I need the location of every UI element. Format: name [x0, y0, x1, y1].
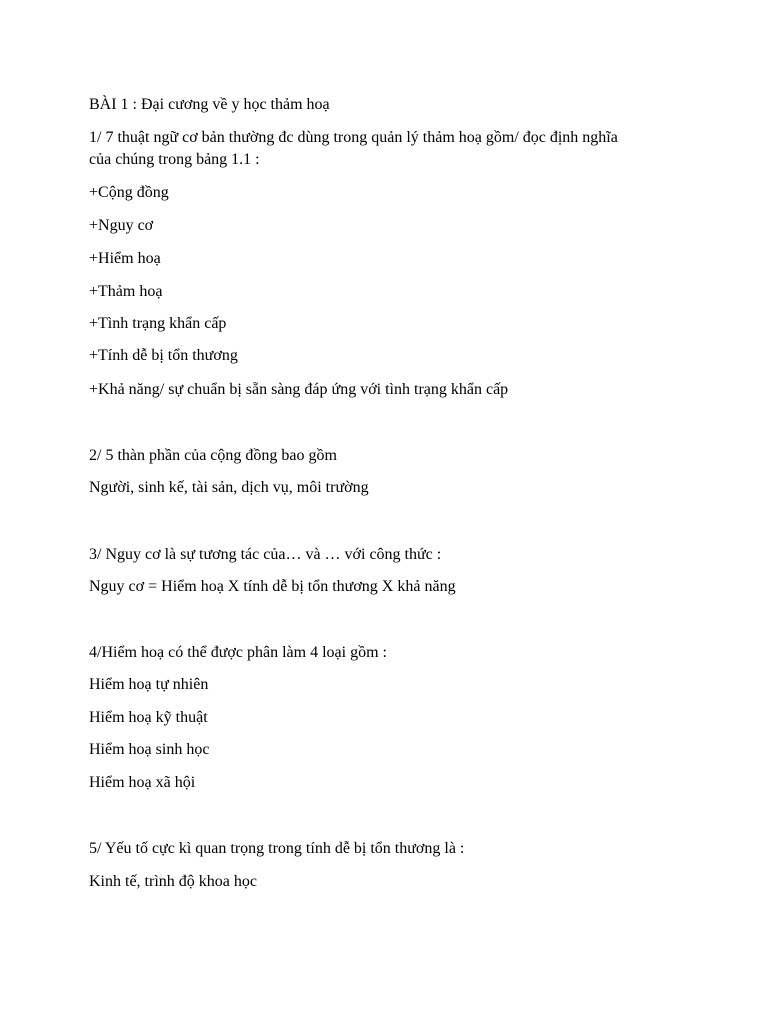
q1-heading-line2: của chúng trong bảng 1.1 : [89, 151, 260, 168]
q4-item: Hiểm hoạ kỹ thuật [89, 709, 208, 726]
q2-heading: 2/ 5 thàn phần của cộng đồng bao gồm [89, 447, 337, 464]
q4-heading: 4/Hiểm hoạ có thể được phân làm 4 loại gồm : [89, 644, 387, 661]
q1-item: +Tính dễ bị tổn thương [89, 347, 238, 364]
q1-item: +Hiểm hoạ [89, 250, 161, 267]
q1-item: +Nguy cơ [89, 217, 154, 234]
q2-answer: Người, sinh kế, tài sản, dịch vụ, môi trường [89, 479, 369, 496]
q4-item: Hiểm hoạ tự nhiên [89, 676, 209, 693]
q4-item: Hiểm hoạ xã hội [89, 774, 196, 791]
q3-answer: Nguy cơ = Hiểm hoạ X tính dễ bị tổn thương X khả năng [89, 578, 456, 595]
q3-heading: 3/ Nguy cơ là sự tương tác của… và … với công thức : [89, 546, 442, 563]
q1-item: +Khả năng/ sự chuẩn bị sẵn sàng đáp ứng với tình trạng khẩn cấp [89, 381, 509, 398]
q1-item: +Tình trạng khẩn cấp [89, 315, 227, 332]
q1-heading-line1: 1/ 7 thuật ngữ cơ bản thường đc dùng trong quản lý thảm hoạ gồm/ đọc định nghĩa [89, 129, 618, 146]
q5-heading: 5/ Yếu tố cực kì quan trọng trong tính dễ bị tổn thương là : [89, 840, 465, 857]
document-title: BÀI 1 : Đại cương về y học thảm hoạ [89, 96, 330, 113]
q5-answer: Kinh tế, trình độ khoa học [89, 873, 257, 890]
q4-item: Hiểm hoạ sinh học [89, 741, 210, 758]
q1-item: +Thảm hoạ [89, 283, 163, 300]
q1-item: +Cộng đồng [89, 184, 169, 201]
